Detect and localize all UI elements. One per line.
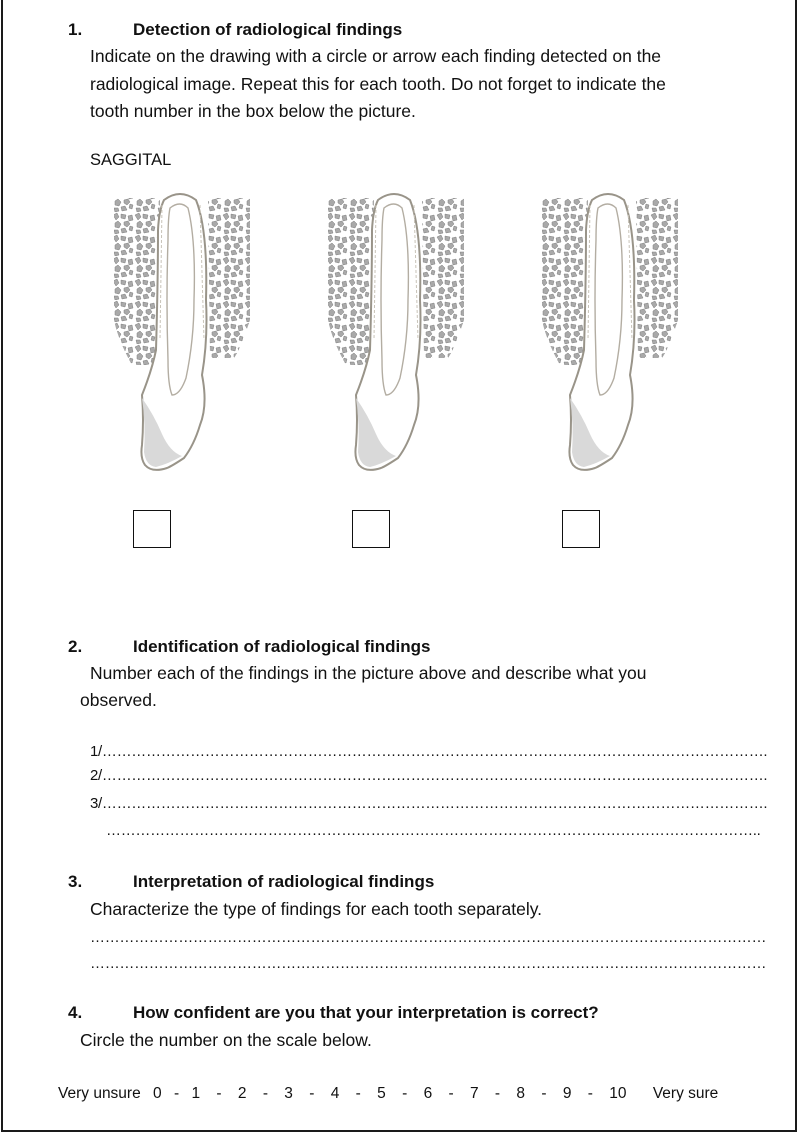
scale-separator: -	[173, 1085, 180, 1102]
section-2-line-2: observed.	[80, 690, 157, 710]
scale-value-4[interactable]: 4	[330, 1085, 340, 1102]
scale-separator: -	[587, 1085, 593, 1102]
scale-separator: -	[309, 1085, 315, 1102]
interpretation-line-1[interactable]: …………………………………………………………………………………………………………………………	[90, 929, 767, 946]
answer-line-1[interactable]: 1/……………………………………………………………………………………………………………………….	[90, 743, 768, 760]
section-2-title: Identification of radiological findings	[133, 637, 431, 656]
scale-separator: -	[448, 1085, 454, 1102]
section-1-line-1: Indicate on the drawing with a circle or arrow each finding detected on the	[90, 46, 662, 66]
scale-right-label: Very sure	[652, 1085, 719, 1102]
tooth-number-box-2[interactable]	[352, 510, 390, 548]
scale-value-0[interactable]: 0	[153, 1085, 162, 1102]
scale-value-1[interactable]: 1	[191, 1085, 201, 1102]
section-1-line-2: radiological image. Repeat this for each tooth. Do not forget to indicate the	[90, 74, 666, 94]
section-1-line-3: tooth number in the box below the picture.	[90, 101, 416, 121]
section-2-number: 2.	[68, 637, 83, 656]
scale-value-9[interactable]: 9	[562, 1085, 572, 1102]
section-4-line-1: Circle the number on the scale below.	[80, 1030, 372, 1050]
scale-value-5[interactable]: 5	[377, 1085, 386, 1102]
section-3-number: 3.	[68, 872, 83, 891]
scale-value-8[interactable]: 8	[516, 1085, 526, 1102]
interpretation-line-2[interactable]: …………………………………………………………………………………………………………………………	[90, 955, 767, 972]
section-1-title: Detection of radiological findings	[133, 20, 403, 39]
answer-line-2[interactable]: 2/……………………………………………………………………………………………………………………….	[90, 767, 768, 784]
answer-line-4[interactable]: ……………………………………………………………………………………………………………………..	[106, 822, 761, 839]
tooth-drawing-3[interactable]	[540, 190, 680, 475]
scale-left-label: Very unsure	[58, 1085, 141, 1102]
tooth-number-box-3[interactable]	[562, 510, 600, 548]
scale-separator: -	[216, 1085, 222, 1102]
scale-value-10[interactable]: 10	[609, 1085, 627, 1102]
scale-separator: -	[541, 1085, 547, 1102]
view-label: SAGGITAL	[90, 151, 172, 169]
tooth-number-box-1[interactable]	[133, 510, 171, 548]
section-4-title: How confident are you that your interpretation is correct?	[133, 1003, 599, 1022]
scale-value-2[interactable]: 2	[237, 1085, 247, 1102]
scale-separator: -	[262, 1085, 268, 1102]
scale-value-7[interactable]: 7	[469, 1085, 479, 1102]
scale-separator: -	[494, 1085, 501, 1102]
scale-value-3[interactable]: 3	[284, 1085, 293, 1102]
tooth-drawing-2[interactable]	[326, 190, 466, 475]
answer-line-3[interactable]: 3/……………………………………………………………………………………………………………………….	[90, 795, 768, 812]
scale-separator: -	[355, 1085, 361, 1102]
confidence-scale	[58, 1085, 718, 1103]
tooth-drawing-1[interactable]	[112, 190, 252, 475]
section-4-number: 4.	[68, 1003, 83, 1022]
section-3-title: Interpretation of radiological findings	[133, 872, 435, 891]
section-1-number: 1.	[68, 20, 83, 39]
scale-value-6[interactable]: 6	[423, 1085, 433, 1102]
section-2-line-1: Number each of the findings in the picture above and describe what you	[90, 663, 647, 683]
section-3-line-1: Characterize the type of findings for each tooth separately.	[90, 899, 543, 919]
scale-separator: -	[402, 1085, 408, 1102]
